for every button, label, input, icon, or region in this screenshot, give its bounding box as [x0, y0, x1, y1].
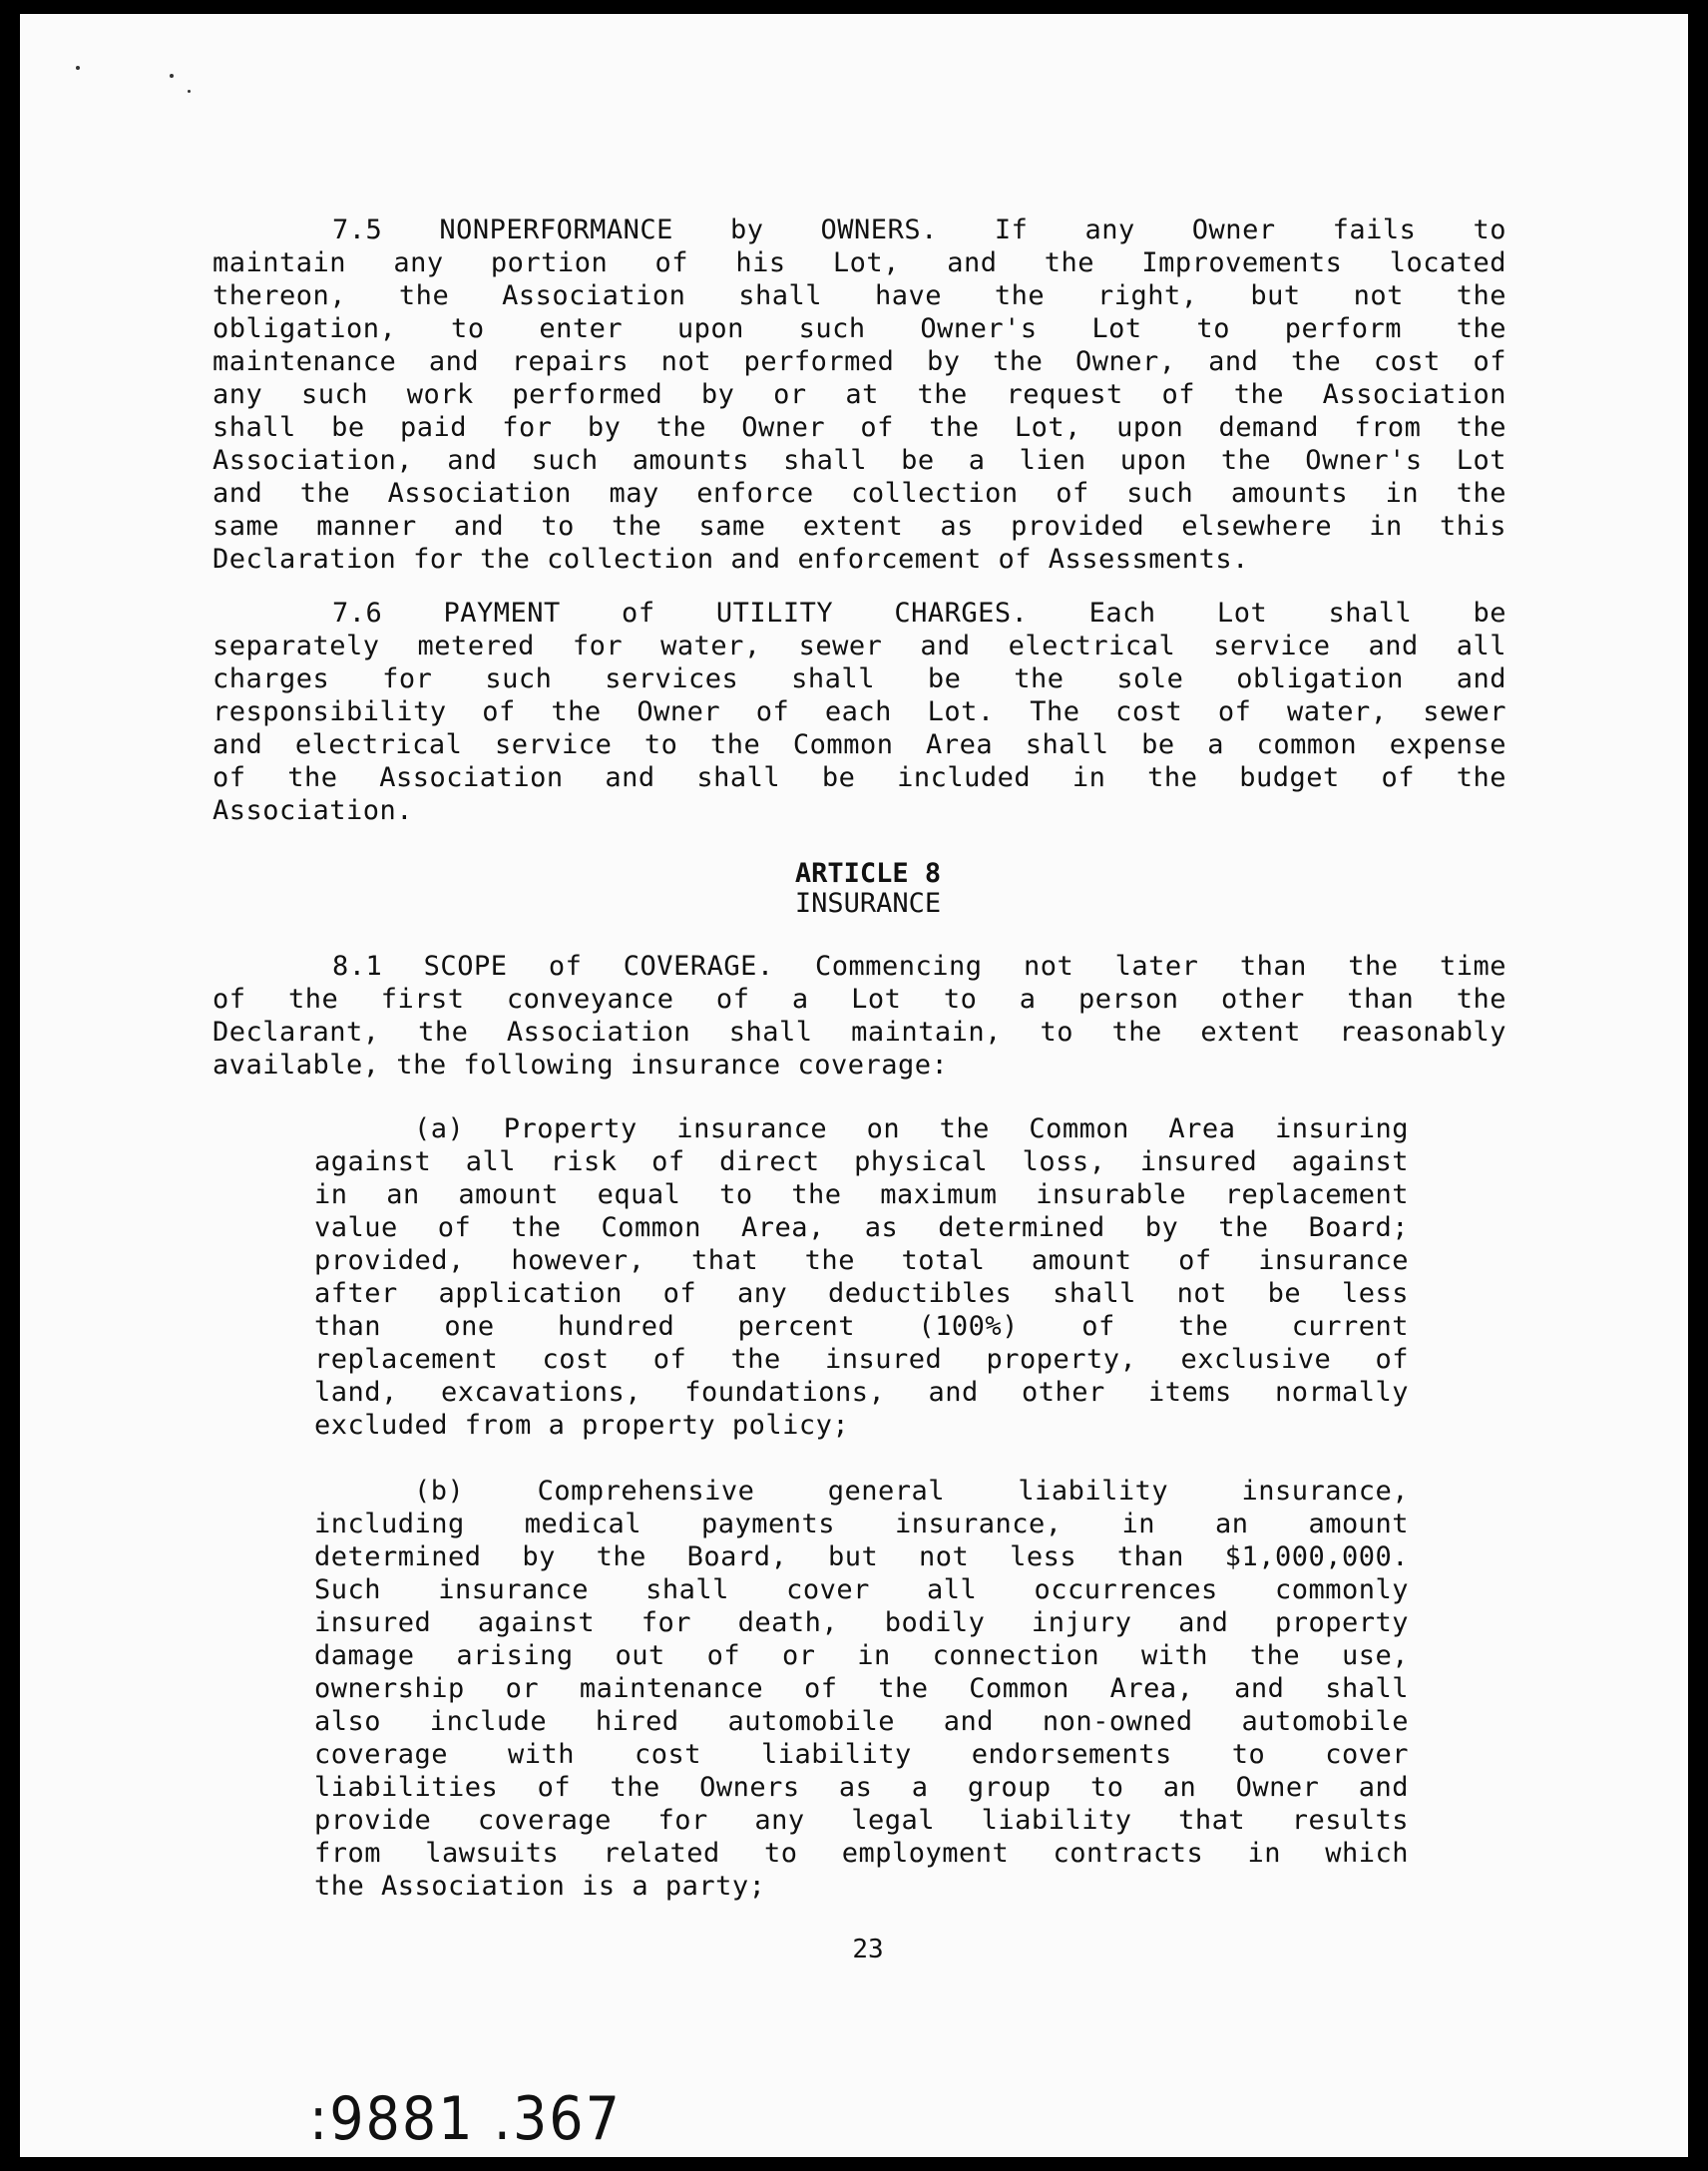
text-line: of the Association and shall be included in the budget of the	[213, 762, 1506, 793]
document-stamp-number: :9881 .367	[309, 2084, 623, 2154]
text-line: Association.	[213, 795, 414, 826]
text-line: same manner and to the same extent as provided elsewhere in this	[213, 511, 1506, 542]
article-number: ARTICLE 8	[794, 858, 942, 889]
text-line: after application of any deductibles shall not be less	[314, 1278, 1409, 1309]
section-8-1-scope-of-coverage	[213, 950, 1506, 1082]
text-line: any such work performed by or at the request of the Association	[213, 379, 1506, 410]
text-line: separately metered for water, sewer and electrical service and all	[213, 631, 1506, 661]
document-page	[20, 14, 1688, 2157]
text-line: including medical payments insurance, in an amount	[314, 1509, 1409, 1539]
text-line: and the Association may enforce collection of such amounts in the	[213, 478, 1506, 509]
text-line: replacement cost of the insured property, exclusive of	[314, 1344, 1409, 1375]
text-line: also include hired automobile and non-owned automobile	[314, 1706, 1409, 1737]
text-line: maintain any portion of his Lot, and the Improvements located	[213, 247, 1506, 278]
text-line: value of the Common Area, as determined by the Board;	[314, 1212, 1409, 1243]
text-line: Association, and such amounts shall be a lien upon the Owner's Lot	[213, 445, 1506, 476]
text-line: provide coverage for any legal liability that results	[314, 1805, 1409, 1836]
section-7-6-utility-charges	[213, 597, 1506, 827]
text-line: against all risk of direct physical loss, insured against	[314, 1146, 1409, 1177]
text-line: in an amount equal to the maximum insurable replacement	[314, 1179, 1409, 1210]
text-line: the Association is a party;	[314, 1871, 766, 1902]
section-7-5-nonperformance	[213, 214, 1506, 576]
scan-speck	[188, 90, 191, 93]
text-line: coverage with cost liability endorsements to cover	[314, 1739, 1409, 1770]
text-line: from lawsuits related to employment contracts in which	[314, 1838, 1409, 1869]
text-line: responsibility of the Owner of each Lot. The cost of water, sewer	[213, 696, 1506, 727]
text-line: Declaration for the collection and enforcement of Assessments.	[213, 544, 1249, 575]
subsection-a-property-insurance	[314, 1112, 1409, 1442]
text-line: (a) Property insurance on the Common Area insuring	[414, 1113, 1409, 1144]
text-line: and electrical service to the Common Area shall be a common expense	[213, 729, 1506, 760]
article-title: INSURANCE	[794, 888, 942, 919]
text-line: Declarant, the Association shall maintain, to the extent reasonably	[213, 1017, 1506, 1048]
text-line: liabilities of the Owners as a group to an Owner and	[314, 1772, 1409, 1803]
scan-speck	[170, 74, 174, 78]
text-line: land, excavations, foundations, and other items normally	[314, 1377, 1409, 1408]
text-line: Such insurance shall cover all occurrences commonly	[314, 1574, 1409, 1605]
text-line: than one hundred percent (100%) of the current	[314, 1311, 1409, 1342]
text-line: ownership or maintenance of the Common Area, and shall	[314, 1673, 1409, 1704]
text-line: (b) Comprehensive general liability insurance,	[414, 1476, 1409, 1507]
text-line: obligation, to enter upon such Owner's Lot to perform the	[213, 313, 1506, 344]
scan-speck	[76, 66, 80, 70]
text-line: 7.6 PAYMENT of UTILITY CHARGES. Each Lot shall be	[332, 598, 1506, 629]
subsection-b-liability-insurance	[314, 1475, 1409, 1903]
page-number: 23	[852, 1935, 884, 1964]
text-line: provided, however, that the total amount of insurance	[314, 1245, 1409, 1276]
text-line: maintenance and repairs not performed by the Owner, and the cost of	[213, 346, 1506, 377]
text-line: insured against for death, bodily injury and property	[314, 1607, 1409, 1638]
text-line: 7.5 NONPERFORMANCE by OWNERS. If any Owner fails to	[332, 215, 1506, 245]
text-line: charges for such services shall be the sole obligation and	[213, 663, 1506, 694]
text-line: excluded from a property policy;	[314, 1410, 850, 1441]
text-line: shall be paid for by the Owner of the Lot, upon demand from the	[213, 412, 1506, 443]
text-line: determined by the Board, but not less than $1,000,000.	[314, 1541, 1409, 1572]
text-line: damage arising out of or in connection with the use,	[314, 1640, 1409, 1671]
text-line: available, the following insurance coverage:	[213, 1050, 949, 1081]
text-line: of the first conveyance of a Lot to a person other than the	[213, 984, 1506, 1015]
text-line: 8.1 SCOPE of COVERAGE. Commencing not later than the time	[332, 951, 1506, 982]
text-line: thereon, the Association shall have the right, but not the	[213, 280, 1506, 311]
